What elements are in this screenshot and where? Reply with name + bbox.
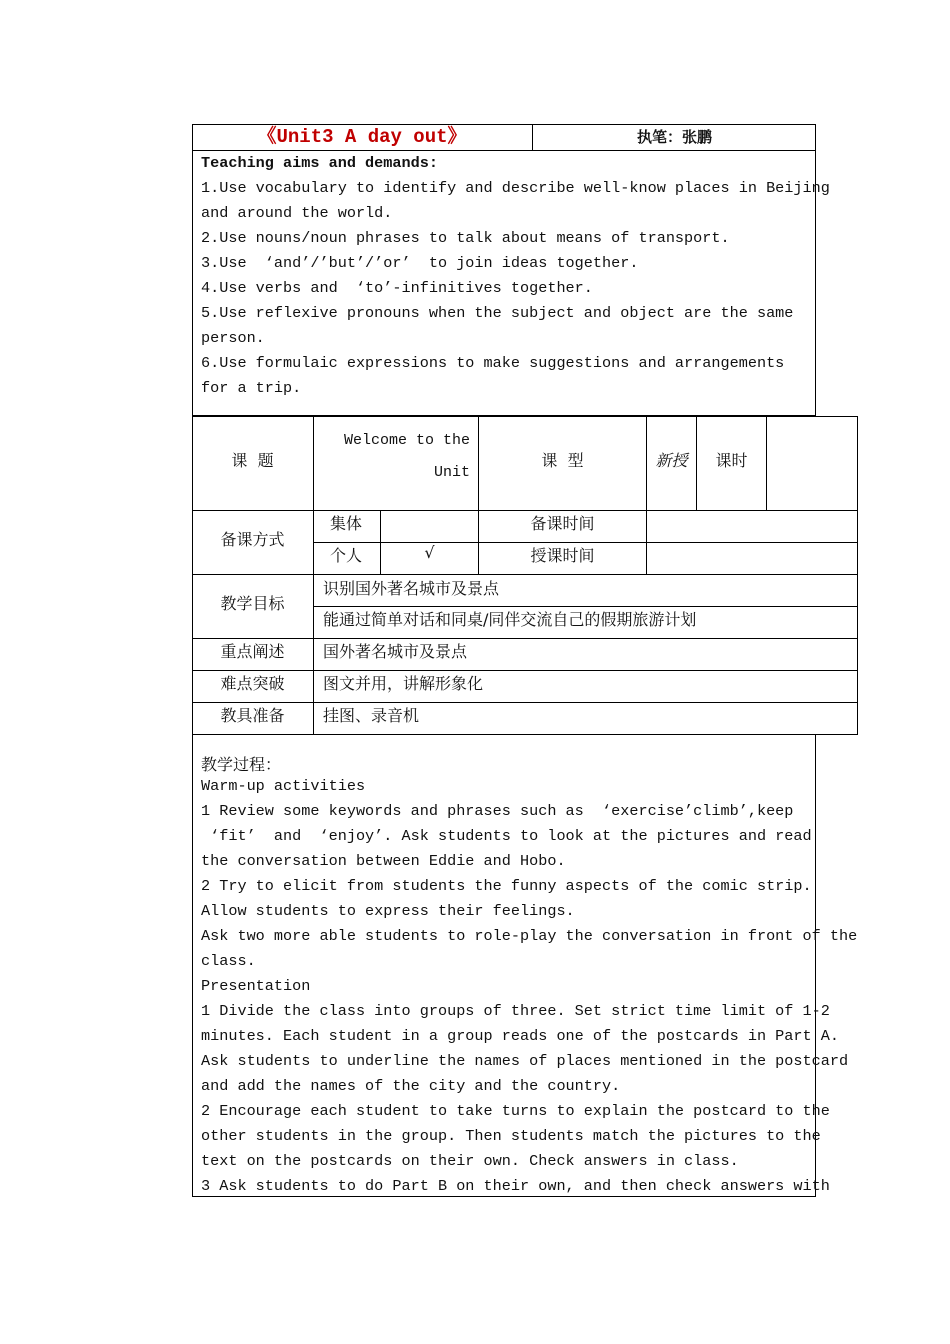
process-line: Allow students to express their feelings. [201,902,575,920]
goal-item: 能通过简单对话和同桌/同伴交流自己的假期旅游计划 [323,610,697,629]
process-line: 1 Review some keywords and phrases such as ‘exercise’climb’,keep [201,802,794,820]
aims-line: and around the world. [201,204,393,222]
header-divider [192,150,816,151]
difficult-label: 难点突破 [220,674,285,693]
process-line: 2 Encourage each student to take turns to explain the postcard to the [201,1102,830,1120]
author-label: 执笔：张鹏 [636,128,712,146]
key-value: 国外著名城市及景点 [323,642,468,661]
process-line: and add the names of the city and the country. [201,1077,621,1095]
process-heading: 教学过程： [201,755,282,774]
topic-value-line1: Welcome to the [343,432,470,449]
process-line: Ask students to underline the names of places mentioned in the postcard [201,1052,849,1070]
teach-time-label: 授课时间 [530,546,595,565]
process-line: 2 Try to elicit from students the funny aspects of the comic strip. [201,877,812,895]
aims-line: 2.Use nouns/noun phrases to talk about means of transport. [201,229,730,247]
aims-line: 4.Use verbs and ‘to’-infinitives together. [201,279,593,297]
prep-label: 备课方式 [220,530,285,549]
type-value: 新授 [655,451,688,470]
aims-line: for a trip. [201,379,302,397]
hours-label: 课时 [715,451,748,470]
process-line: class. [201,952,256,970]
aims-heading: Teaching aims and demands: [201,154,438,172]
aims-line: person. [201,329,265,347]
tools-value: 挂图、录音机 [323,706,420,725]
process-line: the conversation between Eddie and Hobo. [201,852,566,870]
process-line: Warm-up activities [201,777,366,795]
topic-label: 课 题 [231,451,274,470]
prep-individual: 个人 [330,546,363,565]
aims-line: 3.Use ‘and’/’but’/’or’ to join ideas together. [201,254,639,272]
page-title: 《Unit3 A day out》 [257,126,467,148]
key-label: 重点阐述 [220,642,285,661]
process-line: minutes. Each student in a group reads one of the postcards in Part A. [201,1027,839,1045]
aims-line: 1.Use vocabulary to identify and describe well-know places in Beijing [201,179,830,197]
process-line: 3 Ask students to do Part B on their own, and then check answers with [201,1177,830,1195]
process-line: text on the postcards on their own. Check answers in class. [201,1152,739,1170]
process-line: ‘fit’ and ‘enjoy’. Ask students to look at the pictures and read [201,827,812,845]
prep-group: 集体 [330,514,363,533]
goal-item: 识别国外著名城市及景点 [323,579,500,598]
process-line: 1 Divide the class into groups of three. Set strict time limit of 1-2 [201,1002,830,1020]
process-line: Presentation [201,977,311,995]
process-line: other students in the group. Then students match the pictures to the [201,1127,821,1145]
difficult-value: 图文并用，讲解形象化 [323,674,484,693]
process-line: Ask two more able students to role-play the conversation in front of the [201,927,858,945]
tools-label: 教具准备 [220,706,285,725]
prep-individual-mark: √ [424,543,435,562]
type-label: 课 型 [541,451,584,470]
aims-line: 5.Use reflexive pronouns when the subject and object are the same [201,304,794,322]
topic-value-line2: Unit [433,464,470,481]
goals-label: 教学目标 [220,594,285,613]
prep-time-label: 备课时间 [530,514,595,533]
aims-line: 6.Use formulaic expressions to make suggestions and arrangements [201,354,785,372]
